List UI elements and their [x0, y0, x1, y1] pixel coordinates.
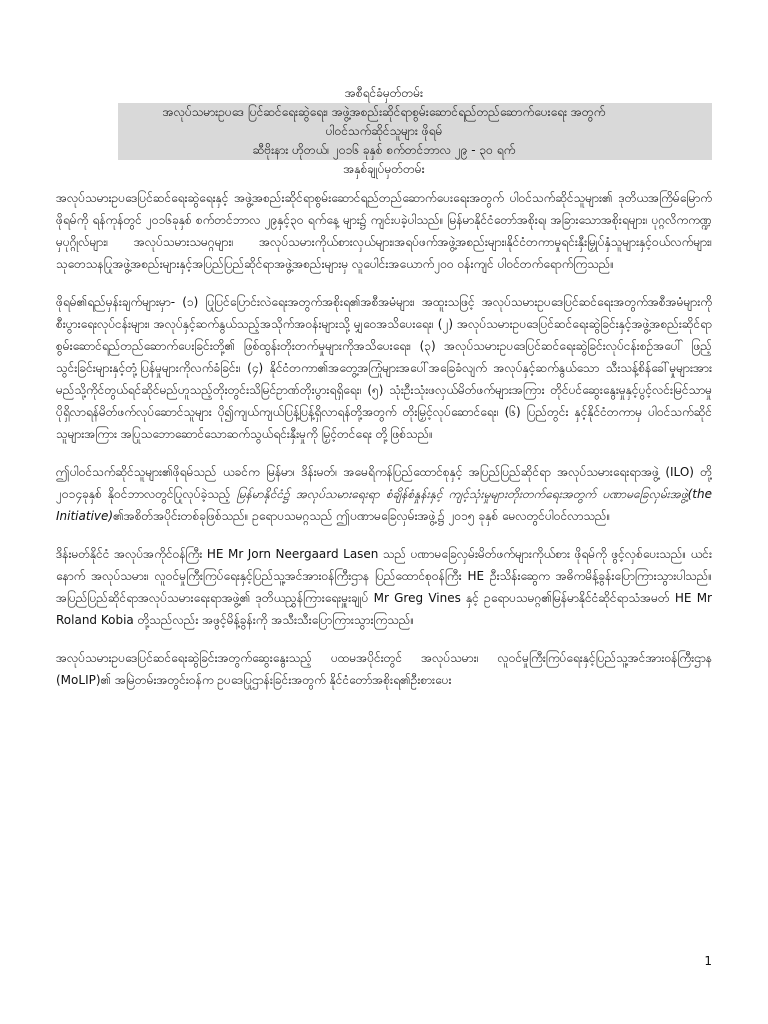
paragraph-5: အလုပ်သမားဥပဒေပြင်ဆင်ရေးဆွဲခြင်းအတွက်ဆွေးနွေးသည့် ပထမအပိုင်းတွင် အလုပ်သမား၊ လူဝင်မှုကြီးကြပ်ရေးနှင့်ပြည်သူ့အင်အားဝန်ကြီးဌာန (MoLIP)၏ အမြဲတမ်းအတွင်းဝန်က ဥပဒေပြုဌာန်းခြင်းအတွက် နိုင်ငံတော်အစိုးရ၏ဦးစားပေး [56, 651, 712, 687]
summary-title: အစီရင်ခံမှတ်တမ်း [344, 86, 424, 100]
subtitle: အနှစ်ချုပ်မှတ်တမ်း [343, 162, 425, 176]
paragraph-3-text-b: ၏အစိတ်အပိုင်းတစ်ခုဖြစ်သည်။ ဥရောပသမဂ္ဂသည် ဤပဏာမခြေလှမ်းအဖွဲ့၌ ၂၀၁၅ ခုနှစ် မေလတွင်ပါဝင်လာသည်။ [113, 509, 611, 523]
title-line-2: ပါဝင်သက်ဆိုင်သူများ ဖိုရမ် [325, 124, 443, 138]
paragraph-1: အလုပ်သမားဥပဒေပြင်ဆင်ရေးဆွဲရေးနှင့် အဖွဲ့အစည်းဆိုင်ရာစွမ်းဆောင်ရည်တည်ဆောက်ပေးရေးအတွက် ပါဝင်သက်ဆိုင်သူများ၏ ဒုတိယအကြိမ်မြောက်ဖိုရမ်ကို ရန်ကုန်တွင် ၂၀၁၆ခုနှစ် စက်တင်ဘာလ ၂၉နှင့်၃၀ ရက်နေ့ များ၌ ကျင်းပခဲ့ပါသည်။ မြန်မာနိုင်ငံတော်အစိုးရ၊ အခြားသောအစိုးရများ၊ ပုဂ္ဂလိကကဏ္ဍမှပုဂ္ဂိုလ်များ၊ အလုပ်သမားသမဂ္ဂများ၊ အလုပ်သမားကိုယ်စားလှယ်များ၊အရပ်ဖက်အဖွဲ့အစည်းများ၊နိုင်ငံတကာမှုရင်းနှီးမြှုပ်နှံသူများနှင့်ဝယ်လက်များ၊ သုတေသနပြုအဖွဲ့အစည်းများနှင့်အပြည်ပြည်ဆိုင်ရာအဖွဲ့အစည်းများမှ လူပေါင်းအယောက်၂၀၀ ဝန်းကျင် ပါဝင်တက်ရောက်ကြသည်။ [56, 191, 713, 271]
paragraph-2: ဖိုရမ်၏ရည်မှန်းချက်များမှာ- (၁) ပြုပြင်ပြောင်းလဲရေးအတွက်အစိုးရ၏အစီအမံများ၊ အထူးသဖြင့် အလုပ်သမားဥပဒေပြင်ဆင်ရေးအတွက်အစီအမံများကို စီးပွားရေးလုပ်ငန်းများ၊ အလုပ်နှင့်ဆက်နွယ်သည့်အသိုက်အဝန်းများသို့ မျှဝေအသိပေးရေး၊ (၂) အလုပ်သမားဥပဒေပြင်ဆင်ရေးဆွဲခြင်းနှင့်အဖွဲ့အစည်းဆိုင်ရာစွမ်းဆောင်ရည်တည်ဆောက်ပေးခြင်းတို့၏ ဖြစ်ထွန်းတိုးတက်မှုများကိုအသိပေးရေး၊ (၃) အလုပ်သမားဥပဒေပြင်ဆင်ရေးဆွဲခြင်းလုပ်ငန်းစဉ်အပေါ် ဖြည့်သွင်းခြင်းများနှင့်တုံ့ပြန်မှုများကိုလက်ခံခြင်း၊ (၄) နိုင်ငံတကာ၏အတွေ့အကြုံများအပေါ်အခြေခံလျက် အလုပ်နှင့်ဆက်နွယ်သော သီးသန့်စိန်ခေါ်မှုများအား မည်သို့ကိုင်တွယ်ရင်ဆိုင်မည်ဟူသည့်တိုးတွင်းသိမြင်ဥာဏ်တိုးပွားရရှိရေး၊ (၅) သုံးဦးသုံးဖလှယ်မိတ်ဖက်များအကြား တိုင်ပင်ဆွေးနွေးမှုနှင့်ပွင့်လင်းမြင်သာမှု ပိုရှိလာရန်မိတ်ဖက်လုပ်ဆောင်သူများ ပို၍ကျယ်ကျယ်ပြန့်ပြန့်ရှိလာရန်တို့အတွက် တိုးမြှင့်လုပ်ဆောင်ရေး၊ (၆) ပြည်တွင်း နှင့်နိုင်ငံတကာမှ ပါဝင်သက်ဆိုင်သူများအကြား အပြုသဘောဆောင်သောဆက်သွယ်ရင်းနှီးမှုကို မြှင့်တင်ရေး တို့ဖြစ်သည်။ [56, 295, 712, 441]
title-line-3: ဆီဗိုးနား ဟိုတယ်၊ ၂၀၁၆ ခုနှစ် စက်တင်ဘာလ ၂၉ - ၃၀ ရက် [252, 143, 516, 157]
document-page [56, 84, 712, 707]
page-number: 1 [704, 954, 712, 968]
title-block [118, 103, 712, 160]
paragraph-4: ဒိန်းမတ်နိုင်ငံ အလုပ်အကိုင်ဝန်ကြီး HE Mr Jorn Neergaard Lasen သည် ပဏာမခြေလှမ်းမိတ်ဖက်များကိုယ်စား ဖိုရမ်ကို ဖွင့်လှစ်ပေးသည်။ ယင်းနောက် အလုပ်သမား၊ လူဝင်မှုကြီးကြပ်ရေးနှင့်ပြည်သူ့အင်အားဝန်ကြီးဌာန ပြည်ထောင်စုဝန်ကြီး HE ဦးသိန်းဆွေက အဓိကမိန့်ခွန်းပြောကြားသွားပါသည်။ အပြည်ပြည်ဆိုင်ရာအလုပ်သမားရေးရာအဖွဲ့၏ ဒုတိယညွှန်ကြားရေးမှူးချုပ် Mr Greg Vines နှင့် ဥရောပသမဂ္ဂ၏မြန်မာနိုင်ငံဆိုင်ရာသံအမတ် HE Mr Roland Kobia တို့သည်လည်း အဖွင့်မိန့်ခွန်းကို အသီးသီးပြောကြားသွားကြသည်။ [56, 547, 712, 627]
paragraph-3-text-a: ဤပါဝင်သက်ဆိုင်သူများ၏ဖိုရမ်သည် ယခင်က မြန်မာ၊ ဒိန်းမတ်၊ အမေရိကန်ပြည်ထောင်စုနှင့် အပြည်ပြည်ဆိုင်ရာ အလုပ်သမားရေးရာအဖွဲ့ (ILO) တို့ ၂၀၁၄ခုနှစ် နိုဝင်ဘာလတွင်ပြုလုပ်ခဲ့သည့် [56, 465, 712, 501]
paragraph-3 [56, 461, 712, 527]
title-line-1: အလုပ်သမားဥပဒေ ပြင်ဆင်ရေးဆွဲရေး၊ အဖွဲ့အစည်းဆိုင်ရာစွမ်းဆောင်ရည်တည်ဆောက်ပေးရေး အတွက် [162, 105, 606, 119]
initiative-name: မြန်မာနိုင်ငံ၌ အလုပ်သမားရေးရာ စံချိန်စံနှုန်းနှင့် ကျင့်သုံးမှုများတိုးတက်ရေးအတွက် ပဏာမခြေလှမ်းအဖွဲ့(the Initiative) [56, 487, 712, 523]
